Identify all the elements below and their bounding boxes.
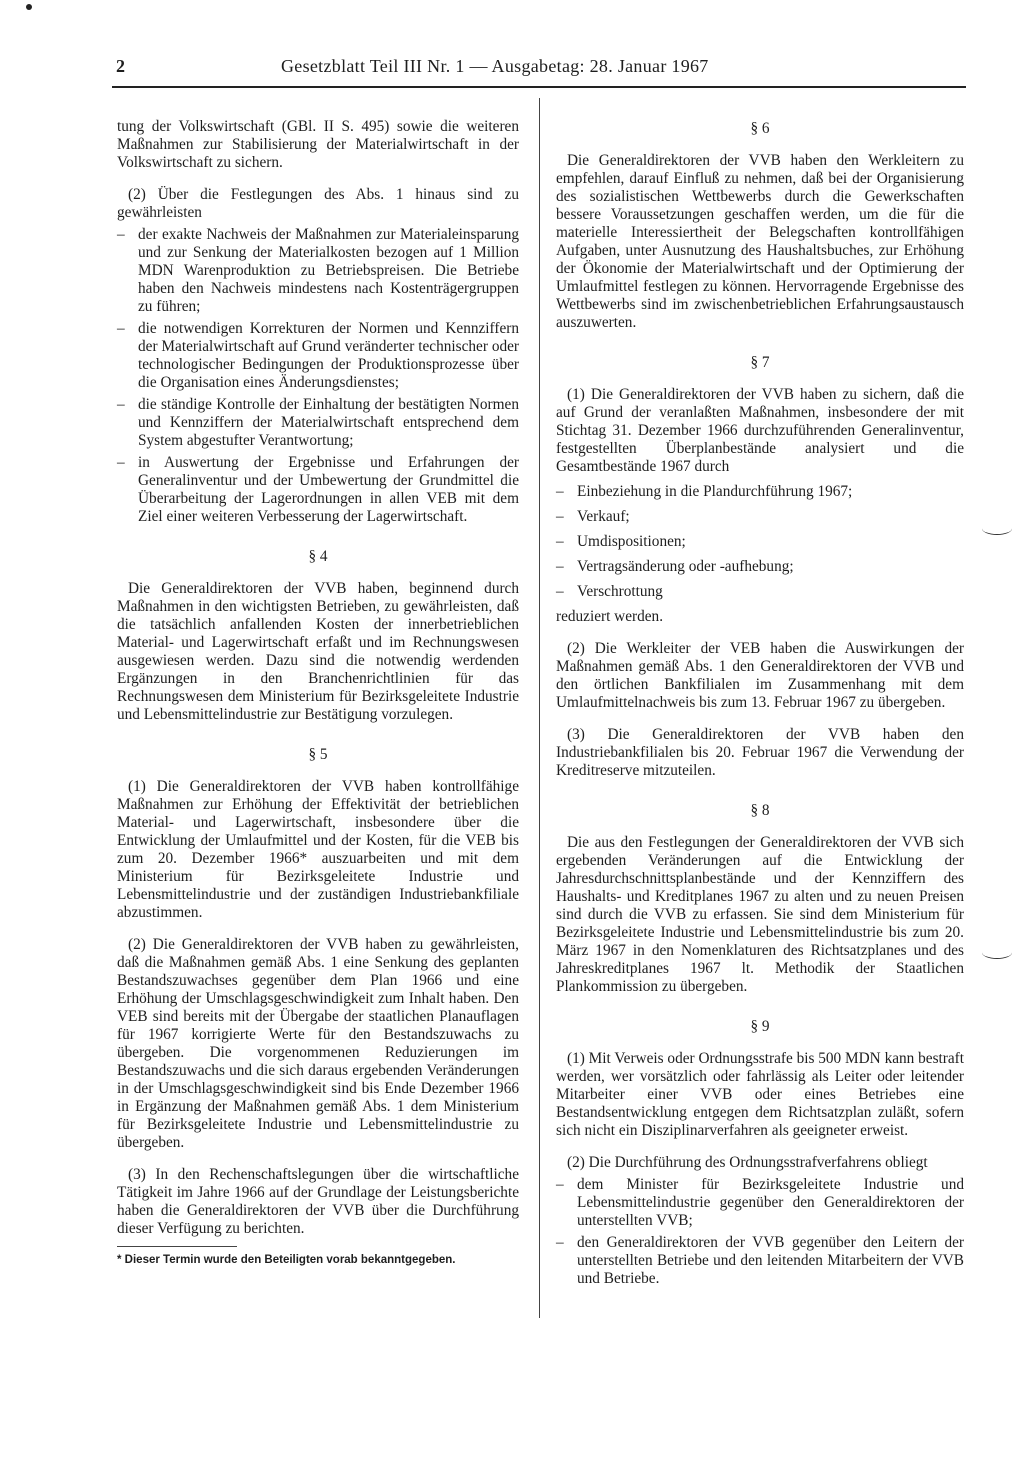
left-column <box>117 118 519 1267</box>
list-item: – Umdispositionen; <box>556 533 964 551</box>
list-item: – die ständige Kontrolle der Einhaltung der bestätigten Normen und Kennziffern der Materialwirtschaft entsprechend dem System abgestufter Verantwortung; <box>117 396 519 450</box>
section-6-text: Die Generaldirektoren der VVB haben den Werkleitern zu empfehlen, darauf Einfluß zu nehmen, daß bei der Organisierung des sozialistischen Wettbewerbs durch die Gewerkschaften bessere Voraussetzungen geschaffen werden, um die für die materielle Interessiertheit der Belegschaften kontrollfähigen Aufgaben, unter Ausnutzung des Haushaltsbuches, zur Erhöhung der Ökonomie der Materialwirtschaft und der Optimierung der Umlaufmittel festlegen zu können. Hervorragende Ergebnisse des Wettbewerbs sind im zwischenbetrieblichen Erfahrungsaustausch auszuwerten. <box>556 152 964 331</box>
list-item: – der exakte Nachweis der Maßnahmen zur Materialeinsparung und zur Senkung der Materialkosten bezogen auf 1 Million MDN Warenproduktion zu Betriebspreisen. Die Betriebe haben den Nachweis mindestens nach Kostenträgergruppen zu führen; <box>117 226 519 316</box>
header-rule <box>112 86 966 88</box>
margin-mark <box>982 522 1012 535</box>
section-7-paragraph-2: (2) Die Werkleiter der VEB haben die Auswirkungen der Maßnahmen gemäß Abs. 1 den Generaldirektoren der VVB und den örtlichen Bankfilialen im Zusammenhang mit dem Umlaufmittelnachweis bis zum 13. Februar 1967 zu übergeben. <box>556 640 964 711</box>
right-column <box>556 118 964 1288</box>
list-item: – Vertragsänderung oder -aufhebung; <box>556 558 964 576</box>
section-5-paragraph-2: (2) Die Generaldirektoren der VVB haben zu gewährleisten, daß die Maßnahmen gemäß Abs. 1 eine Senkung des geplanten Bestandszuwachses gegenüber dem Plan 1966 und eine Erhöhung der Umschlagsgeschwindigkeit zum Inhalt haben. Den VEB sind bereits mit der Übergabe der staatlichen Planauflagen für 1967 korrigierte Werte für den Bestandszuwachs zu übergeben. Die vorgenommenen Reduzierungen im Bestandszuwachs und die sich daraus ergebenden Veränderungen in der Umschlagsgeschwindigkeit sind bis Ende Dezember 1966 in Ergänzung der Maßnahmen gemäß Abs. 1 dem Ministerium für Bezirksgeleitete Industrie und Lebensmittelindustrie zu übergeben. <box>117 936 519 1151</box>
running-title: Gesetzblatt Teil III Nr. 1 — Ausgabetag: 28. Januar 1967 <box>281 56 709 76</box>
section-9-heading: § 9 <box>750 1018 770 1035</box>
footnote: * Dieser Termin wurde den Beteiligten vorab bekanntgegeben. <box>117 1254 456 1266</box>
list-item: – Verkauf; <box>556 508 964 526</box>
margin-mark <box>982 946 1012 959</box>
section-8-text: Die aus den Festlegungen der Generaldirektoren der VVB sich ergebenden Veränderungen auf die Entwicklung der Jahresdurchschnittsplanbestände und der Kennziffern des Haushalts- und Kreditplanes 1967 zu alten und zu neuen Preisen sind durch die VVB zu erfassen. Sie sind dem Ministerium für Bezirksgeleitete Industrie und Lebensmittelindustrie bis zum 20. März 1967 in den Nomenklaturen des Richtsatzplanes und des Jahreskreditplanes 1967 lt. Methodik der Staatlichen Plankommission zu übergeben. <box>556 834 964 995</box>
section-5-heading: § 5 <box>308 746 328 763</box>
continuation-paragraph: tung der Volkswirtschaft (GBl. II S. 495) sowie die weiteren Maßnahmen zur Stabilisierung der Materialwirtschaft in der Volkswirtschaft zu sichern. <box>117 118 519 171</box>
section-9-paragraph-1: (1) Mit Verweis oder Ordnungsstrafe bis 500 MDN kann bestraft werden, wer vorsätzlich oder fahrlässig als Leiter oder leitender Mitarbeiter einer VVB oder eines Betriebes eine Bestandsentwicklung entgegen dem Richtsatzplan zuläßt, sofern sich nicht ein Disziplinarverfahren als geeigneter erweist. <box>556 1050 964 1139</box>
section-4-text: Die Generaldirektoren der VVB haben, beginnend durch Maßnahmen in den wichtigsten Betrieben, zu gewährleisten, daß die tatsächlich anfallenden Kosten der innerbetrieblichen Material- und Lagerwirtschaft erfaßt und im Rechnungswesen ausgewiesen werden. Dazu sind die notwendig werdenden Ergänzungen in den Branchenrichtlinien für das Rechnungswesen dem Ministerium für Bezirksgeleitete Industrie und Lebensmittelindustrie zur Bestätigung vorzulegen. <box>117 580 519 723</box>
list-item: – Verschrottung <box>556 583 964 601</box>
section-4-heading: § 4 <box>308 548 328 565</box>
section-9-list <box>556 1176 964 1288</box>
column-divider <box>539 98 540 1318</box>
paragraph-2-list <box>117 226 519 526</box>
list-item: – in Auswertung der Ergebnisse und Erfahrungen der Generalinventur und der Umbewertung der Grundmittel die Überarbeitung der Lagerordnungen in allen VEB mit dem Ziel einer weiteren Verbesserung der Lagerwirtschaft. <box>117 454 519 526</box>
list-item: – dem Minister für Bezirksgeleitete Industrie und Lebensmittelindustrie gegenüber den Generaldirektoren der unterstellten VVB; <box>556 1176 964 1230</box>
section-7-heading: § 7 <box>750 354 770 371</box>
paragraph-2-intro: (2) Über die Festlegungen des Abs. 1 hinaus sind zu gewährleisten <box>117 186 519 221</box>
list-item: – den Generaldirektoren der VVB gegenüber den Leitern der unterstellten Betriebe und den leitenden Mitarbeitern der VVB und Betriebe. <box>556 1234 964 1288</box>
section-6-heading: § 6 <box>750 120 770 137</box>
page-number: 2 <box>116 56 126 76</box>
footnote-rule <box>117 1246 237 1247</box>
section-5-paragraph-1: (1) Die Generaldirektoren der VVB haben kontrollfähige Maßnahmen zur Erhöhung der Effektivität der betrieblichen Material- und Lagerwirtschaft, insbesondere über die Entwicklung der Umlaufmittel und der Kosten, für die VEB bis zum 20. Dezember 1966* auszuarbeiten und mit dem Ministerium für Bezirksgeleitete Industrie und Lebensmittelindustrie und der zuständigen Industriebankfiliale abzustimmen. <box>117 778 519 921</box>
section-7-paragraph-3: (3) Die Generaldirektoren der VVB haben den Industriebankfilialen bis 20. Februar 1967 die Verwendung der Kreditreserve mitzuteilen. <box>556 726 964 779</box>
section-5-paragraph-3: (3) In den Rechenschaftslegungen über die wirtschaftliche Tätigkeit im Jahre 1966 auf der Grundlage der Leistungsberichte haben die Generaldirektoren der VVB über die Durchführung dieser Verfügung zu berichten. <box>117 1166 519 1237</box>
section-9-paragraph-2-intro: (2) Die Durchführung des Ordnungsstrafverfahrens obliegt <box>567 1154 928 1171</box>
section-7-closing: reduziert werden. <box>556 608 664 625</box>
section-7-list <box>556 483 964 601</box>
section-8-heading: § 8 <box>750 802 770 819</box>
section-7-paragraph-1: (1) Die Generaldirektoren der VVB haben zu sichern, daß die auf Grund der veranlaßten Maßnahmen, insbesondere der mit Stichtag 31. Dezember 1966 durchzuführenden Generalinventur, festgestellten Überplanbestände analysiert und die Gesamtbestände 1967 durch <box>556 386 964 475</box>
print-speck <box>26 4 32 10</box>
list-item: – die notwendigen Korrekturen der Normen und Kennziffern der Materialwirtschaft auf Grund veränderter technischer oder technologischer Bedingungen der Produktionsprozesse über die Organisation eines Änderungsdienstes; <box>117 320 519 392</box>
list-item: – Einbeziehung in die Plandurchführung 1967; <box>556 483 964 501</box>
